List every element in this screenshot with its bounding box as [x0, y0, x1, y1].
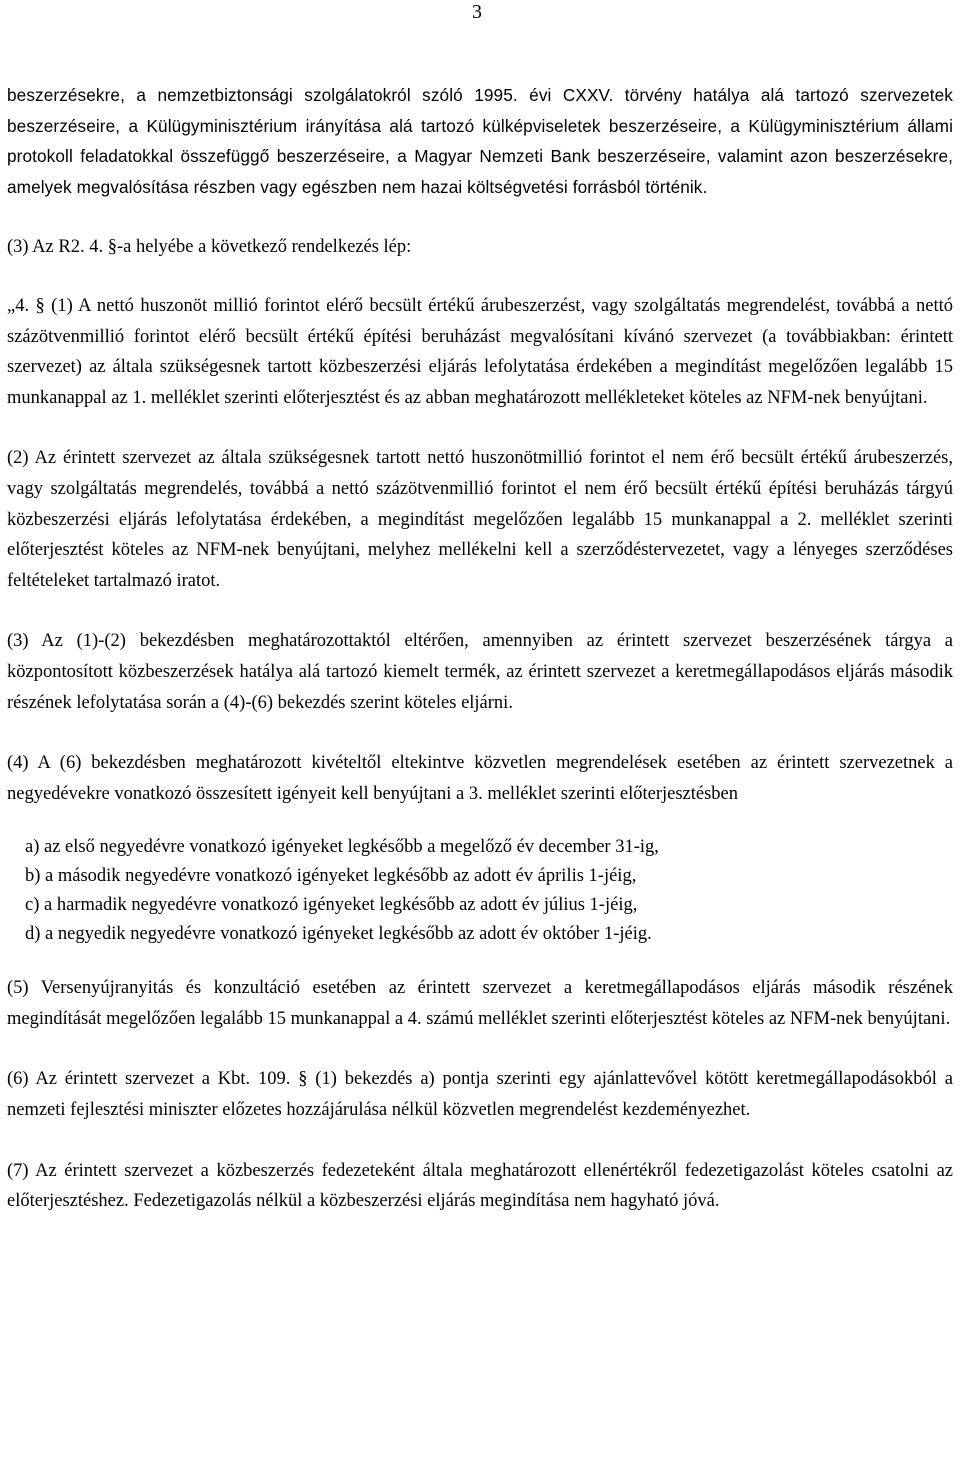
section-5-paragraph: (5) Versenyújranyitás és konzultáció esetében az érintett szervezet a keretmegállapodásos eljárás második részének megindítását megelőzően legalább 15 munkanappal a 4. számú melléklet szerinti előterjesztést köteles az NFM-nek benyújtani. [7, 978, 953, 1029]
intro-paragraph: beszerzésekre, a nemzetbiztonsági szolgálatokról szóló 1995. évi CXXV. törvény hatálya alá tartozó szervezetek beszerzéseire, a Külügyminisztérium irányítása alá tartozó külképviseletek beszerzéseire, a Külügyminisztérium állami protokoll feladatokkal összefüggő beszerzéseire, a Magyar Nemzeti Bank beszerzéseire, valamint azon beszerzésekre, amelyek megvalósítása részben vagy egészben nem hazai költségvetési forrásból történik. [7, 85, 953, 197]
section-2-paragraph: (2) Az érintett szervezet az általa szükségesnek tartott nettó huszonötmillió forintot el nem érő becsült értékű árubeszerzés, vagy szolgáltatás megrendelés, továbbá a nettó százötvenmillió forintot el nem érő becsült értékű építési beruházás tárgyú közbeszerzési eljárás lefolytatása érdekében, a megindítást megelőzően legalább 15 munkanappal a 2. melléklet szerinti előterjesztést köteles az NFM-nek benyújtani, melyhez mellékelni kell a szerződéstervezetet, vagy a lényeges szerződéses feltételeket tartalmazó iratot. [7, 448, 953, 591]
list-item: b) a második negyedévre vonatkozó igényeket legkésőbb az adott év április 1-jéig, [25, 866, 637, 887]
amendment-line: (3) Az R2. 4. §-a helyébe a következő rendelkezés lép: [7, 237, 412, 258]
section-6-paragraph: (6) Az érintett szervezet a Kbt. 109. § (1) bekezdés a) pontja szerinti egy ajánlattevővel kötött keretmegállapodásokból a nemzeti fejlesztési miniszter előzetes hozzájárulása nélkül közvetlen megrendelést kezdeményezhet. [7, 1069, 953, 1121]
list-item: a) az első negyedévre vonatkozó igényeket legkésőbb a megelőző év december 31-ig, [25, 837, 659, 858]
list-item: d) a negyedik negyedévre vonatkozó igényeket legkésőbb az adott év október 1-jéig. [25, 924, 652, 945]
document-body [7, 80, 953, 1217]
list-item: c) a harmadik negyedévre vonatkozó igényeket legkésőbb az adott év július 1-jéig, [25, 895, 638, 916]
page-number: 3 [472, 1, 482, 23]
section-4-paragraph: (4) A (6) bekezdésben meghatározott kivételtől eltekintve közvetlen megrendelések esetében az érintett szervezetnek a negyedévekre vonatkozó összesített igényeit kell benyújtani a 3. melléklet szerinti előterjesztésben [7, 753, 953, 804]
section-7-paragraph: (7) Az érintett szervezet a közbeszerzés fedezeteként általa meghatározott ellenértékről fedezetigazolást köteles csatolni az előterjesztéshez. Fedezetigazolás nélkül a közbeszerzési eljárás megindítása nem hagyható jóvá. [7, 1160, 953, 1212]
section-1-paragraph: „4. § (1) A nettó huszonöt millió forintot elérő becsült értékű árubeszerzést, vagy szolgáltatás megrendelést, továbbá a nettó százötvenmillió forintot elérő becsült értékű építési beruházást megvalósítani kívánó szervezet (a továbbiakban: érintett szervezet) az általa szükségesnek tartott közbeszerzési eljárás lefolytatása érdekében a megindítást megelőzően legalább 15 munkanappal az 1. melléklet szerinti előterjesztést és az abban meghatározott mellékleteket köteles az NFM-nek benyújtani. [7, 295, 953, 408]
quarterly-deadlines-list [7, 833, 953, 949]
section-3-paragraph: (3) Az (1)-(2) bekezdésben meghatározottaktól eltérően, amennyiben az érintett szervezet beszerzésének tárgya a központosított közbeszerzések hatálya alá tartozó kiemelt termék, az érintett szervezet a keretmegállapodásos eljárás második részének lefolytatása során a (4)-(6) bekezdés szerint köteles eljárni. [7, 631, 953, 713]
